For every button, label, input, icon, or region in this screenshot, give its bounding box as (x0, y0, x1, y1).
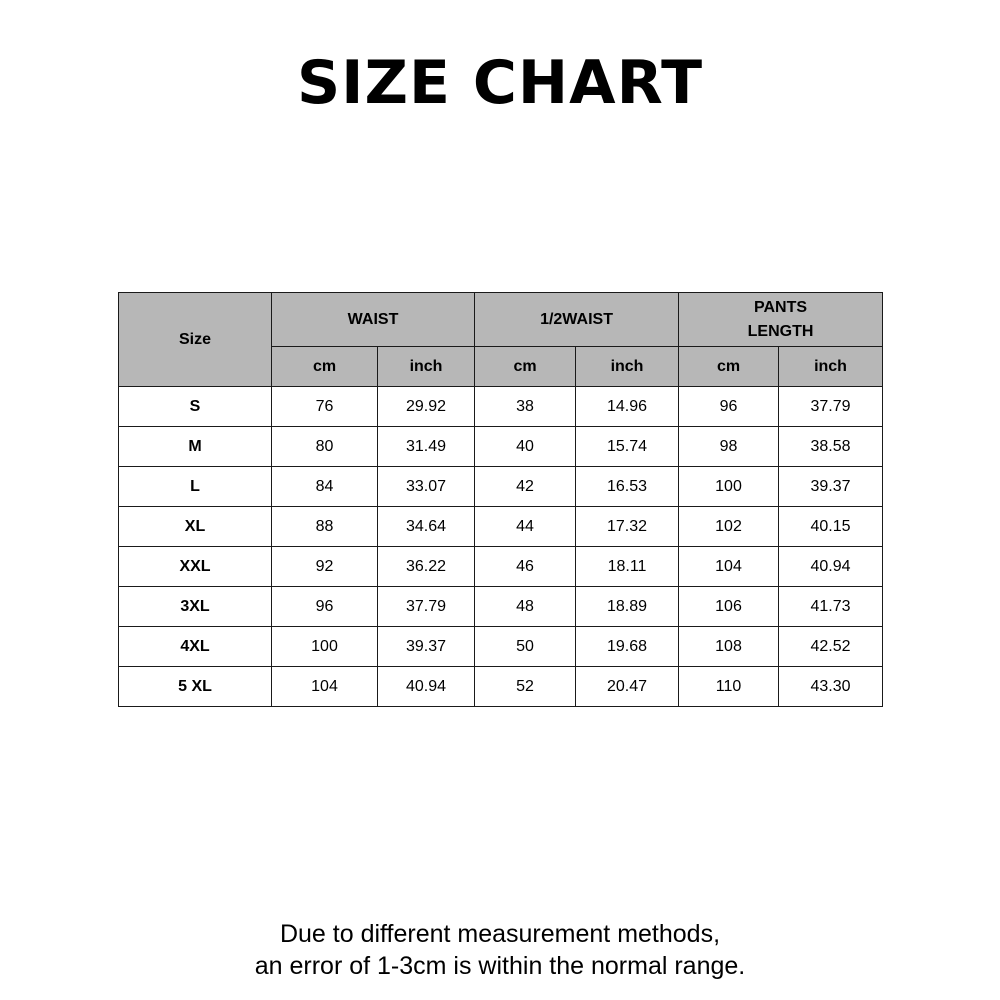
half-waist-inch-value: 15.74 (576, 427, 679, 467)
pants-length-inch-value: 40.15 (779, 507, 883, 547)
table-row (119, 627, 883, 667)
waist-cm-value: 88 (272, 507, 378, 547)
size-label: XXL (119, 547, 272, 587)
size-label: 4XL (119, 627, 272, 667)
half-waist-inch-value: 14.96 (576, 387, 679, 427)
pants-length-line2: LENGTH (747, 322, 814, 340)
pants-length-inch-header: inch (779, 347, 883, 387)
half-waist-cm-value: 42 (475, 467, 576, 507)
size-label: M (119, 427, 272, 467)
waist-cm-value: 104 (272, 667, 378, 707)
waist-cm-header: cm (272, 347, 378, 387)
waist-header: WAIST (272, 293, 475, 347)
table-row (119, 387, 883, 427)
size-label: S (119, 387, 272, 427)
half-waist-inch-value: 20.47 (576, 667, 679, 707)
half-waist-cm-value: 44 (475, 507, 576, 547)
half-waist-cm-value: 48 (475, 587, 576, 627)
pants-length-inch-value: 43.30 (779, 667, 883, 707)
half-waist-inch-value: 17.32 (576, 507, 679, 547)
waist-inch-value: 33.07 (378, 467, 475, 507)
pants-length-inch-value: 39.37 (779, 467, 883, 507)
pants-length-cm-value: 110 (679, 667, 779, 707)
half-waist-cm-value: 46 (475, 547, 576, 587)
pants-length-inch-value: 40.94 (779, 547, 883, 587)
table-row (119, 427, 883, 467)
waist-inch-value: 40.94 (378, 667, 475, 707)
measurement-note (0, 918, 1000, 982)
pants-length-cm-value: 100 (679, 467, 779, 507)
size-header: Size (119, 293, 272, 387)
size-label: XL (119, 507, 272, 547)
half-waist-inch-value: 19.68 (576, 627, 679, 667)
half-waist-cm-value: 40 (475, 427, 576, 467)
page-title: SIZE CHART (296, 48, 704, 118)
pants-length-line1: PANTS (753, 298, 808, 316)
pants-length-inch-value: 42.52 (779, 627, 883, 667)
waist-cm-value: 92 (272, 547, 378, 587)
pants-length-cm-value: 102 (679, 507, 779, 547)
pants-length-cm-value: 98 (679, 427, 779, 467)
half-waist-inch-value: 16.53 (576, 467, 679, 507)
waist-inch-value: 31.49 (378, 427, 475, 467)
table-row (119, 547, 883, 587)
pants-length-cm-header: cm (679, 347, 779, 387)
table-row (119, 667, 883, 707)
note-line-2: an error of 1-3cm is within the normal range. (254, 952, 746, 980)
pants-length-header (679, 293, 883, 347)
half-waist-cm-value: 38 (475, 387, 576, 427)
pants-length-cm-value: 96 (679, 387, 779, 427)
waist-cm-value: 84 (272, 467, 378, 507)
waist-inch-value: 39.37 (378, 627, 475, 667)
size-label: 3XL (119, 587, 272, 627)
note-line-1: Due to different measurement methods, (279, 920, 721, 948)
table-row (119, 587, 883, 627)
waist-inch-value: 34.64 (378, 507, 475, 547)
table-row (119, 507, 883, 547)
waist-cm-value: 80 (272, 427, 378, 467)
waist-cm-value: 96 (272, 587, 378, 627)
waist-inch-value: 36.22 (378, 547, 475, 587)
table-row (119, 467, 883, 507)
half-waist-inch-value: 18.11 (576, 547, 679, 587)
pants-length-cm-value: 108 (679, 627, 779, 667)
pants-length-inch-value: 41.73 (779, 587, 883, 627)
pants-length-cm-value: 106 (679, 587, 779, 627)
half-waist-cm-header: cm (475, 347, 576, 387)
pants-length-inch-value: 38.58 (779, 427, 883, 467)
waist-inch-value: 37.79 (378, 587, 475, 627)
half-waist-inch-value: 18.89 (576, 587, 679, 627)
size-label: L (119, 467, 272, 507)
waist-inch-header: inch (378, 347, 475, 387)
waist-inch-value: 29.92 (378, 387, 475, 427)
size-label: 5 XL (119, 667, 272, 707)
pants-length-inch-value: 37.79 (779, 387, 883, 427)
half-waist-cm-value: 52 (475, 667, 576, 707)
size-chart-table (118, 292, 883, 707)
half-waist-header: 1/2WAIST (475, 293, 679, 347)
half-waist-cm-value: 50 (475, 627, 576, 667)
half-waist-inch-header: inch (576, 347, 679, 387)
waist-cm-value: 76 (272, 387, 378, 427)
waist-cm-value: 100 (272, 627, 378, 667)
pants-length-cm-value: 104 (679, 547, 779, 587)
